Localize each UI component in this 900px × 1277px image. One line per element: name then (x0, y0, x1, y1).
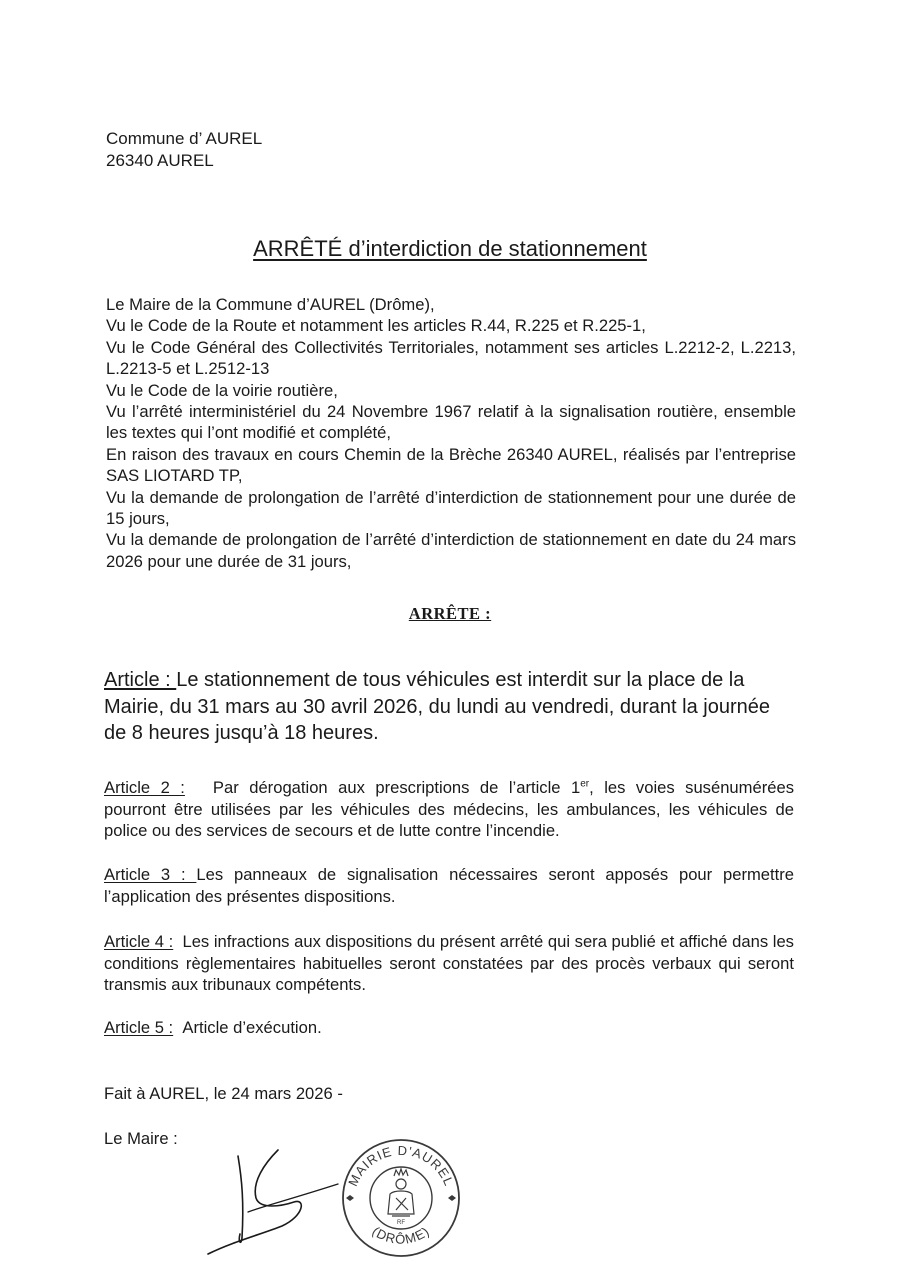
article-4-label: Article 4 : (104, 932, 174, 951)
article-main-label: Article : (104, 669, 177, 691)
article-5-label: Article 5 : (104, 1018, 174, 1037)
signatory-label: Le Maire : (104, 1129, 178, 1148)
article-main (104, 667, 794, 747)
article-3 (104, 864, 794, 907)
preamble-line: Vu le Code de la voirie routière, (106, 380, 338, 400)
preamble (106, 294, 796, 572)
preamble-line: Vu le Code Général des Collectivités Territoriales, notamment ses articles L.2212-2, L.2213, L.2213-5 et L.2512-13 (106, 337, 796, 379)
article-4 (104, 931, 794, 996)
preamble-line: Le Maire de la Commune d’AUREL (Drôme), (106, 295, 435, 314)
document-title: ARRÊTÉ d’interdiction de stationnement (253, 236, 647, 261)
article-5-text: Article d’exécution. (182, 1018, 322, 1037)
article-main-text: Le stationnement de tous véhicules est interdit sur la place de la Mairie, du 31 mars au 30 avril 2026, du lundi au vendredi, durant la journée de 8 heures jusqu’à 18 heures. (104, 669, 770, 744)
preamble-line: Vu l’arrêté interministériel du 24 Novembre 1967 relatif à la signalisation routière, ensemble les textes qui l’ont modifié et complété, (106, 402, 796, 443)
article-2-label: Article 2 : (104, 778, 185, 797)
sender-address (106, 128, 262, 172)
article-2 (104, 777, 794, 842)
stamp-emblem-letters: RF (397, 1220, 405, 1226)
article-3-label: Article 3 : (104, 865, 197, 884)
article-2-text: Par dérogation aux prescriptions de l’article 1 (212, 778, 581, 797)
arrete-heading: ARRÊTE : (408, 604, 492, 623)
marianne-emblem-icon (388, 1169, 414, 1216)
place-date-line: Fait à AUREL, le 24 mars 2026 - (104, 1084, 343, 1103)
article-3-text: Les panneaux de signalisation nécessaires seront apposés pour permettre l’application des présentes dispositions. (104, 865, 794, 906)
article-5 (104, 1017, 794, 1039)
preamble-line: Vu la demande de prolongation de l’arrêté d’interdiction de stationnement en date du 24 mars 2026 pour une durée de 31 jours, (106, 530, 796, 571)
mairie-stamp (336, 1132, 466, 1258)
sender-postcode: 26340 AUREL (106, 151, 214, 170)
article-2-text-cont: , les voies susénumérées pourront être utilisées par les véhicules des médecins, les ambulances, les véhicules de police ou des services de secours et de lutte contre l’incendie. (104, 778, 794, 840)
article-4-text: Les infractions aux dispositions du présent arrêté qui sera publié et affiché dans les conditions règlementaires habituelles seront constatées par des procès verbaux qui seront transmis aux tribunaux compétents. (104, 932, 794, 994)
preamble-line: En raison des travaux en cours Chemin de la Brèche 26340 AUREL, réalisés par l’entreprise SAS LIOTARD TP, (106, 444, 796, 486)
preamble-line: Vu le Code de la Route et notamment les articles R.44, R.225 et R.225-1, (106, 316, 646, 336)
mayor-signature (198, 1142, 348, 1262)
article-2-superscript: er (580, 778, 590, 790)
preamble-line: Vu la demande de prolongation de l’arrêté d’interdiction de stationnement pour une durée de 15 jours, (106, 487, 796, 529)
sender-commune: Commune d’ AUREL (106, 129, 263, 148)
stamp-bottom-text: (DRÔME) (369, 1223, 433, 1247)
stamp-top-text: MAIRIE D'AUREL (345, 1142, 457, 1189)
